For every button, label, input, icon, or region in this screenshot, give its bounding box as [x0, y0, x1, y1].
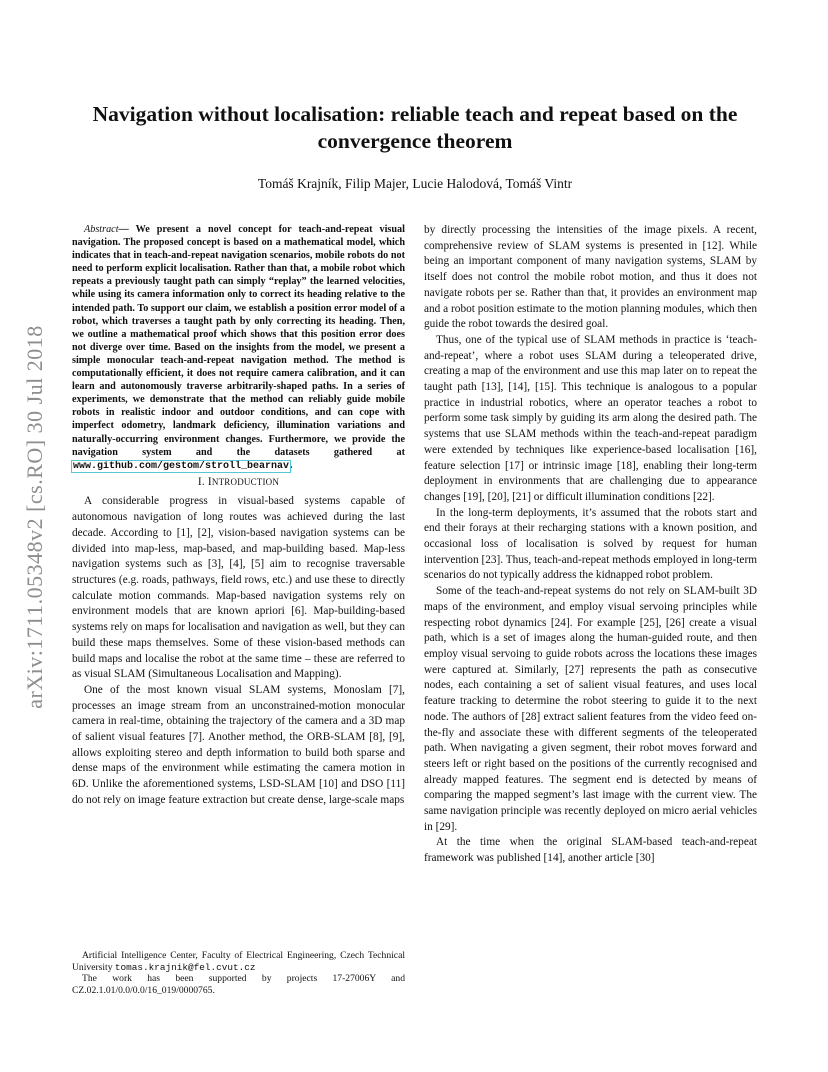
- body-paragraph: In the long-term deployments, it’s assumed that the robots start and end their forays at their recharging stations with a known position, and occasional loss of localisation is solved by request for human intervention [23]. Thus, teach-and-repeat methods employed in long-term scenarios do not typically address the kidnapped robot problem.: [424, 506, 757, 582]
- abstract-label: Abstract: [84, 224, 119, 235]
- section-name: NTRODUCTION: [211, 476, 280, 487]
- author-email: tomas.krajnik@fel.cvut.cz: [114, 961, 256, 973]
- body-paragraph: One of the most known visual SLAM systems, Monoslam [7], processes an image stream from an unconstrained-motion monocular camera in real-time, obtaining the trajectory of the camera and a 3D map of salient visual features [7]. Another method, the ORB-SLAM [8], [9], allows exploiting stereo and depth information to build both sparse and dense maps of the environment while estimating the camera motion in 6D. Unlike the aforementioned systems, LSD-SLAM [10] and DSO [11] do not rely on image feature extraction but create dense, large-scale maps: [72, 683, 405, 806]
- paper-authors: Tomáš Krajník, Filip Majer, Lucie Halodová, Tomáš Vintr: [257, 176, 573, 191]
- paper-title-line-2: convergence theorem: [317, 129, 513, 153]
- paper-title-line-1: Navigation without localisation: reliable teach and repeat based on the: [92, 102, 738, 126]
- affiliation-text: Artificial Intelligence Center, Faculty of Electrical Engineering, Czech Technical University: [72, 950, 405, 973]
- arxiv-sidebar: [22, 292, 48, 742]
- footnote-affiliation: [72, 950, 405, 973]
- section-number: I. I: [197, 475, 212, 488]
- abstract-body: — We present a novel concept for teach-and-repeat visual navigation. The proposed concept is based on a mathematical model, which indicates that in teach-and-repeat navigation scenarios, mobile robots do not need to perform explicit localisation. Rather than that, a mobile robot which repeats a previously taught path can simply “replay” the learned velocities, while using its camera information only to correct its heading relative to the intended path. To support our claim, we establish a position error model of a robot, which traverses a taught path by only correcting its heading. Then, we outline a mathematical proof which shows that this position error does not diverge over time. Based on the insights from the model, we present a simple monocular teach-and-repeat navigation method. The method is computationally efficient, it does not require camera calibration, and it can learn and autonomously traverse arbitrarily-shaped paths. In a series of experiments, we demonstrate that the method can reliably guide mobile robots in realistic indoor and outdoor conditions, and can cope with imperfect odometry, landmark deficiency, illumination variations and naturally-occurring environment changes. Furthermore, we provide the navigation system and the datasets gathered at: [72, 224, 405, 458]
- paper-title: [70, 101, 760, 155]
- body-paragraph: A considerable progress in visual-based systems capable of autonomous navigation of long routes was achieved during the last decade. According to [1], [2], vision-based navigation systems can be divided into map-less, map-based, and map-building based. Map-less navigation systems such as [3], [4], [5] aim to recognise traversable structures (e.g. roads, pathways, field rows, etc.) and use these to directly calculate motion commands. Map-based navigation systems rely on environment models that are known apriori [6]. Map-building-based systems rely on maps for localisation and navigation as well, but they can build these maps themselves. Some of these vision-based methods can build maps and localise the robot at the same time – these are referred to as visual SLAM (Simultaneous Localisation and Mapping).: [72, 495, 405, 681]
- left-column: [72, 223, 405, 809]
- body-paragraph: by directly processing the intensities of the image pixels. A recent, comprehensive review of SLAM systems is presented in [12]. While being an important component of many navigation systems, SLAM by itself does not control the mobile robot motion, and thus it does not navigate robots per se. Rather than that, it provides an environment map and a robot position estimate to the motion planning modules, which then guide the robot towards the desired goal.: [424, 224, 757, 331]
- body-paragraph: Some of the teach-and-repeat systems do not rely on SLAM-built 3D maps of the environment, and employ visual servoing principles while respecting robot dynamics [24]. For example [25], [26] create a visual path, which is a set of images along the human-guided route, and then employ visual servoing to guide robots across the locations these images were captured at. Similarly, [27] represents the path as consecutive nodes, each containing a set of salient visual features, and uses local feature tracking to determine the robot steering to guide it to the next node. The authors of [28] extract salient features from the video feed on-the-fly and associate these with different segments of the teleoperated path. When navigating a given segment, their robot moves forward and steers left or right based on the positions of the currently recognised and already mapped features. The segment end is detected by means of comparing the mapped segment’s last image with the current view. The same navigation principle was recently deployed on micro aerial vehicles in [29].: [424, 585, 757, 833]
- abstract: [72, 223, 405, 473]
- body-paragraph: Thus, one of the typical use of SLAM methods in practice is ‘teach-and-repeat’, where a robot uses SLAM during a teleoperated drive, creating a map of the environment and use this map later on to repeat the taught path [13], [14], [15]. This technique is analogous to a popular practice in industrial robotics, where an operator teaches a robot to perform some task simply by guiding its arm along the desired path. The systems that use SLAM methods within the teach-and-repeat paradigm were extended by techniques like experience-based localisation [16], feature selection [17] or intrinsic image [18], enabling their long-term deployment in environments that are challenging due to appearance changes [19], [20], [21] or difficult illumination conditions [22].: [424, 333, 757, 503]
- section-heading-introduction: [72, 475, 405, 491]
- right-column: [424, 223, 757, 867]
- github-link[interactable]: www.github.com/gestom/stroll_bearnav: [73, 460, 290, 472]
- arxiv-identifier: arXiv:1711.05348v2 [cs.RO] 30 Jul 2018: [22, 325, 47, 709]
- abstract-end: .: [290, 459, 293, 471]
- body-paragraph: At the time when the original SLAM-based teach-and-repeat framework was published [14], another article [30]: [424, 836, 757, 865]
- footnote-support: The work has been supported by projects 17-27006Y and CZ.02.1.01/0.0/0.0/16_019/0000765.: [72, 973, 405, 996]
- footnotes: [72, 950, 405, 996]
